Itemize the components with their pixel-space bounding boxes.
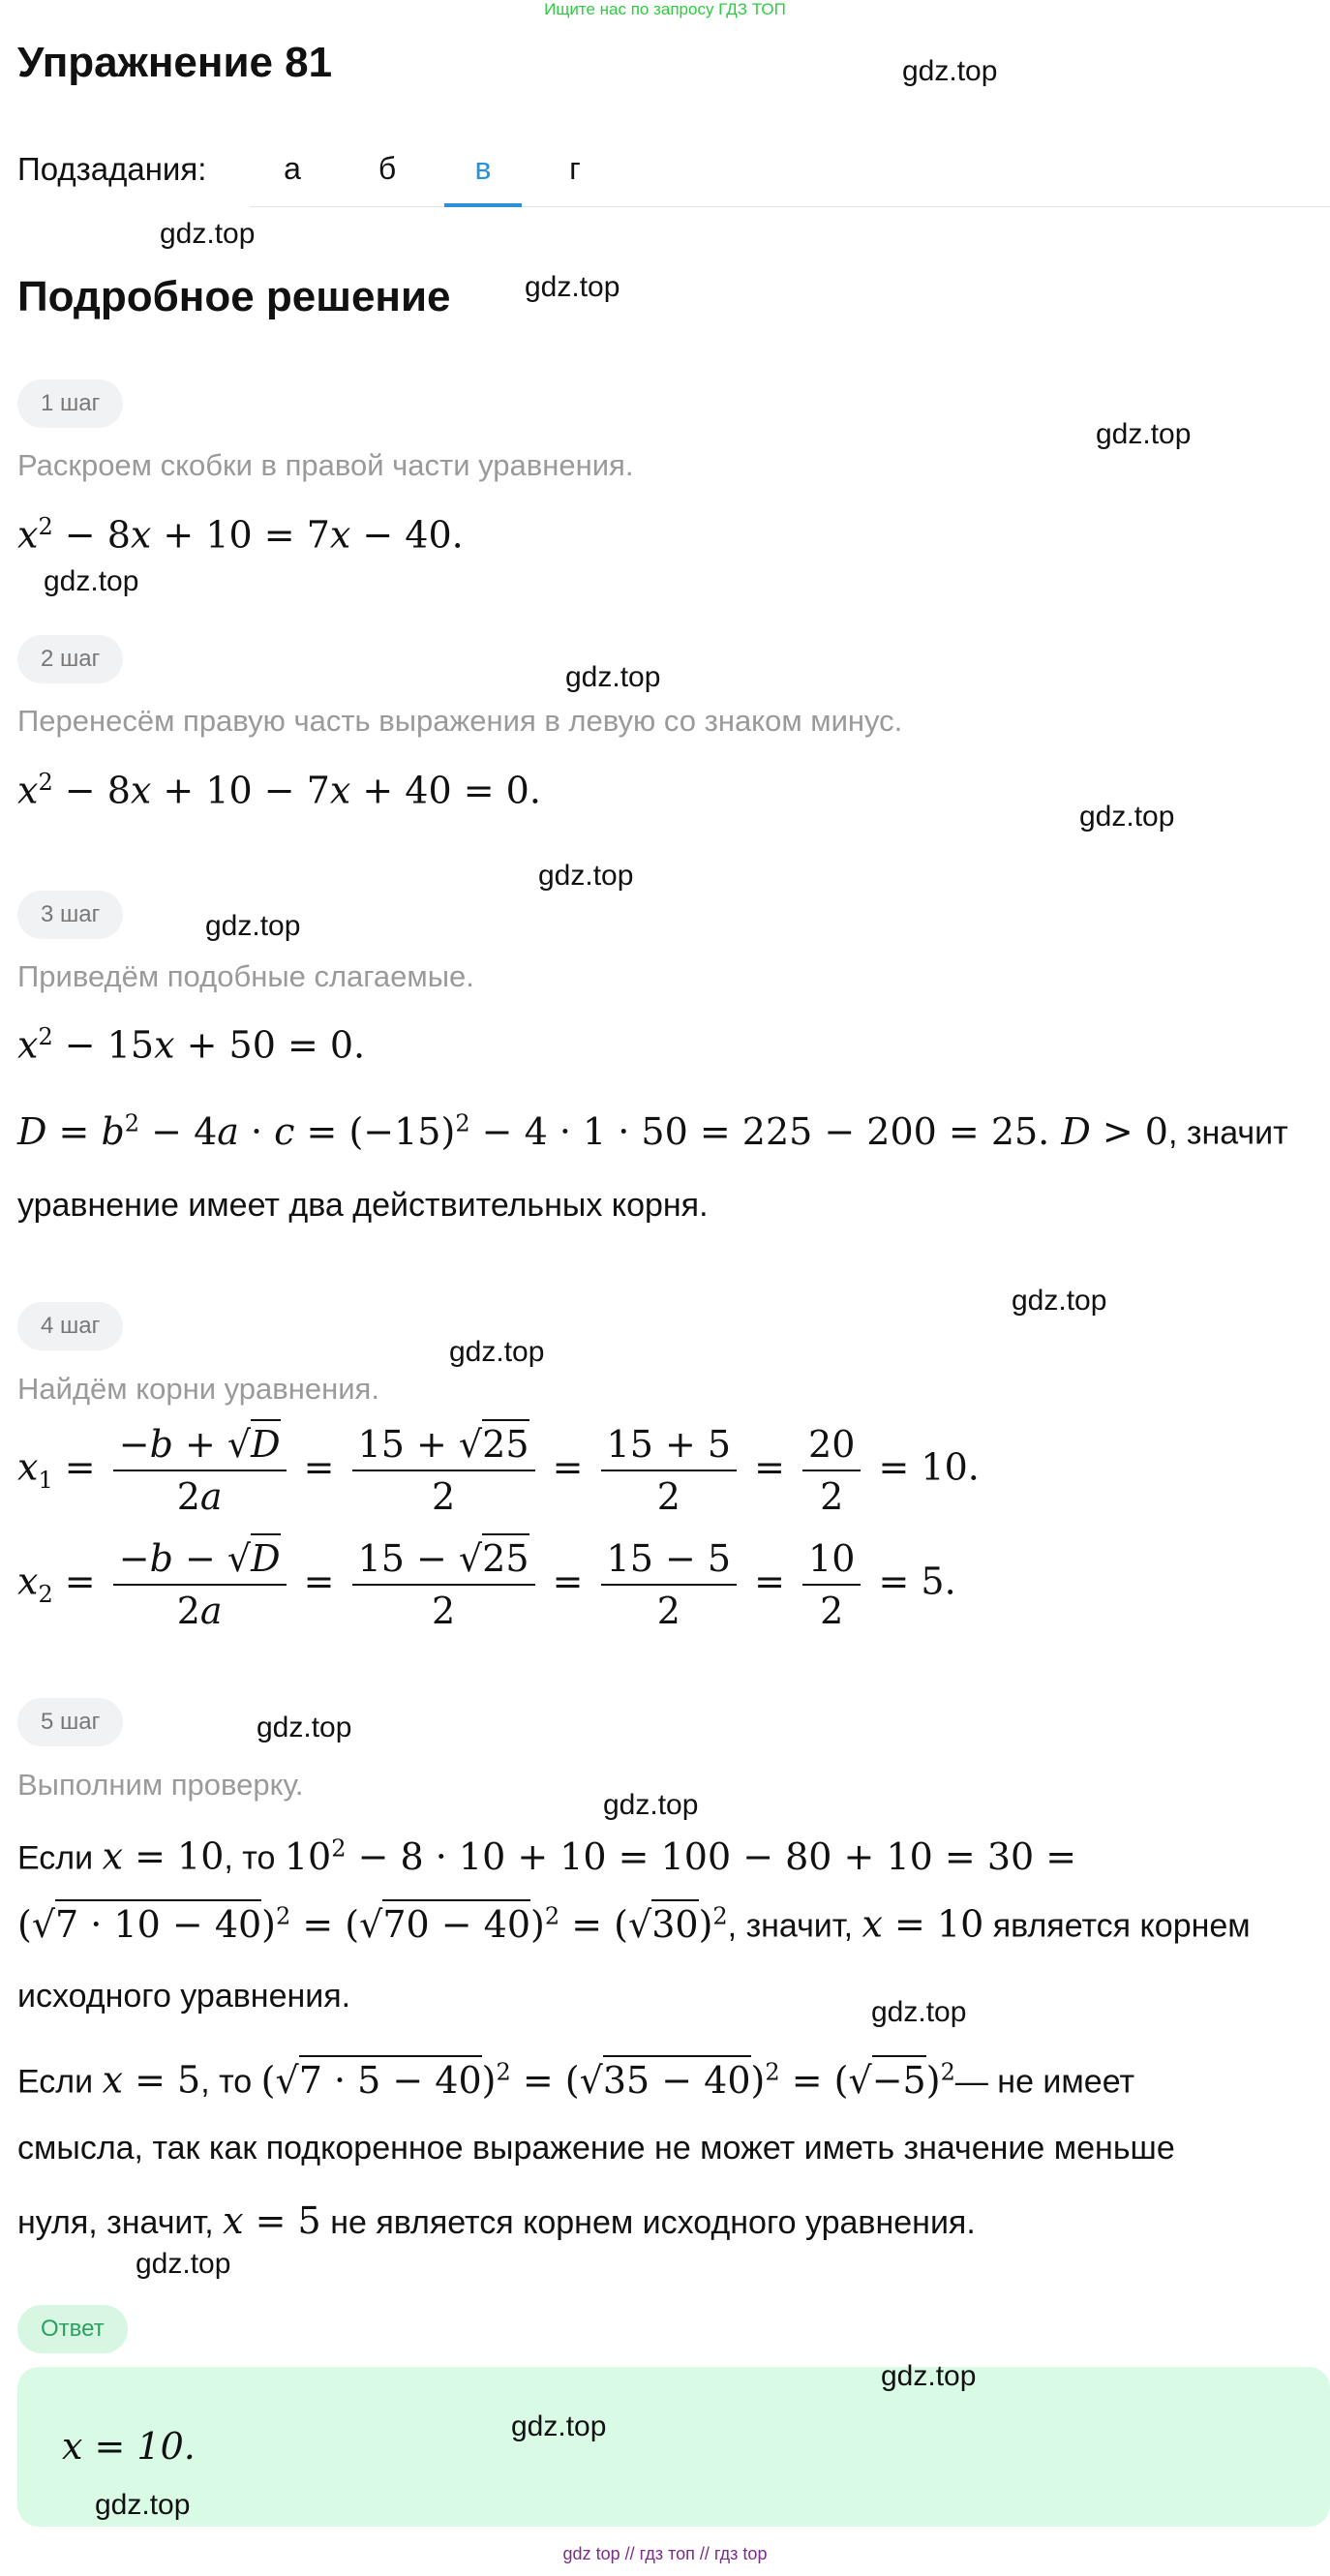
tab-a[interactable]: а: [284, 151, 301, 186]
no-sense-text: — не имеет: [954, 2063, 1135, 2101]
watermark: gdz.top: [1012, 1285, 1107, 1317]
original-eq-text: исходного уравнения.: [17, 1978, 351, 2015]
active-tab-indicator: [444, 203, 522, 207]
watermark: gdz.top: [1096, 418, 1192, 450]
watermark: gdz.top: [565, 661, 661, 693]
zero-therefore-text: нуля, значит,: [17, 2204, 214, 2241]
tab-v[interactable]: в: [474, 151, 492, 186]
step-description: Раскроем скобки в правой части уравнения.: [17, 448, 634, 482]
watermark: gdz.top: [1079, 801, 1175, 833]
therefore-word: , значит,: [727, 1907, 854, 1945]
equation: $x^2 - 15x + 50 = 0$.: [17, 1023, 366, 1067]
root-x2: $x_2$ = $\frac{-b - √D}{2a}$ = $\frac{15 - √25}{2}$ = $\frac{15 - 5}{2}$ = $\frac{10}{2}$ = 5.: [17, 1537, 956, 1632]
not-root-text: не является корнем исходного уравнения.: [330, 2204, 976, 2241]
page-title: Упражнение 81: [17, 39, 333, 86]
two-roots-text: уравнение имеет два действительных корня.: [17, 1187, 709, 1224]
check-x10-line2: $(√7 \cdot 10 - 40)^2 = (√70 - 40)^2 = (√30)^2$, значит, x = 10 является корнем: [17, 1902, 1251, 1946]
discriminant-line: $D = b^2 - 4a \cdot c = (-15)^2 - 4 \cdot 1 \cdot 50 = 225 - 200 = 25$. D > 0, значит: [17, 1109, 1288, 1153]
check-x5-line3: нуля, значит, x = 5 не является корнем исходного уравнения.: [17, 2199, 976, 2242]
reason-text: смысла, так как подкоренное выражение не может иметь значение меньше: [17, 2130, 1175, 2167]
step-chip: 4 шаг: [17, 1302, 123, 1350]
watermark: gdz.top: [902, 55, 998, 87]
solution-title: Подробное решение: [17, 273, 451, 320]
watermark: gdz.top: [44, 565, 139, 597]
watermark: gdz.top: [603, 1789, 699, 1821]
check-x10-line1: Если x = 10, то $10^2 - 8 \cdot 10 + 10 = 100 - 80 + 10 = 30$ =: [17, 1834, 1077, 1878]
tabs-divider: [250, 206, 1330, 207]
step-description: Приведём подобные слагаемые.: [17, 959, 474, 993]
watermark: gdz.top: [136, 2248, 231, 2280]
if-word: Если: [17, 1839, 94, 1877]
step-chip: 5 шаг: [17, 1698, 123, 1746]
step-chip: 3 шаг: [17, 891, 123, 939]
then-word: , то: [200, 2063, 253, 2101]
watermark: gdz.top: [160, 218, 256, 250]
watermark: gdz.top: [511, 2410, 607, 2442]
then-word: , то: [224, 1839, 276, 1877]
answer-box: [17, 2367, 1330, 2527]
root-x1: $x_1$ = $\frac{-b + √D}{2a}$ = $\frac{15 + √25}{2}$ = $\frac{15 + 5}{2}$ = $\frac{20}{2}$ = 10.: [17, 1423, 980, 1518]
is-root-text: является корнем: [992, 1907, 1251, 1945]
check-x5-line1: Если x = 5, то $(√7 \cdot 5 - 40)^2 = (√35 - 40)^2$ = $(√-5)^2—$ не имеет: [17, 2058, 1134, 2102]
step-chip: 1 шаг: [17, 379, 123, 428]
answer-chip: Ответ: [17, 2305, 128, 2353]
watermark: gdz.top: [871, 1996, 967, 2028]
tab-b[interactable]: б: [378, 151, 397, 186]
tab-g[interactable]: г: [569, 151, 581, 186]
step-description: Найдём корни уравнения.: [17, 1372, 379, 1406]
top-banner: Ищите нас по запросу ГДЗ ТОП: [544, 0, 786, 18]
watermark: gdz.top: [538, 860, 634, 892]
watermark: gdz.top: [205, 910, 301, 942]
step-description: Перенесём правую часть выражения в левую со знаком минус.: [17, 704, 903, 738]
subtasks-label: Подзадания:: [17, 151, 207, 187]
step-chip: 2 шаг: [17, 635, 123, 683]
equation: $x^2 - 8x + 10 = 7x - 40$.: [17, 513, 464, 557]
watermark: gdz.top: [881, 2360, 977, 2392]
step-description: Выполним проверку.: [17, 1768, 304, 1802]
watermark: gdz.top: [449, 1336, 545, 1368]
watermark: gdz.top: [257, 1712, 352, 1743]
equation: $x^2 - 8x + 10 - 7x + 40 = 0$.: [17, 769, 541, 812]
discriminant-conclusion: , значит: [1168, 1114, 1288, 1152]
watermark: gdz.top: [525, 271, 620, 303]
watermark: gdz.top: [95, 2489, 191, 2521]
footer-links[interactable]: gdz top // гдз топ // гдз top: [562, 2544, 768, 2563]
if-word: Если: [17, 2063, 94, 2101]
answer-value: x = 10.: [62, 2425, 196, 2468]
